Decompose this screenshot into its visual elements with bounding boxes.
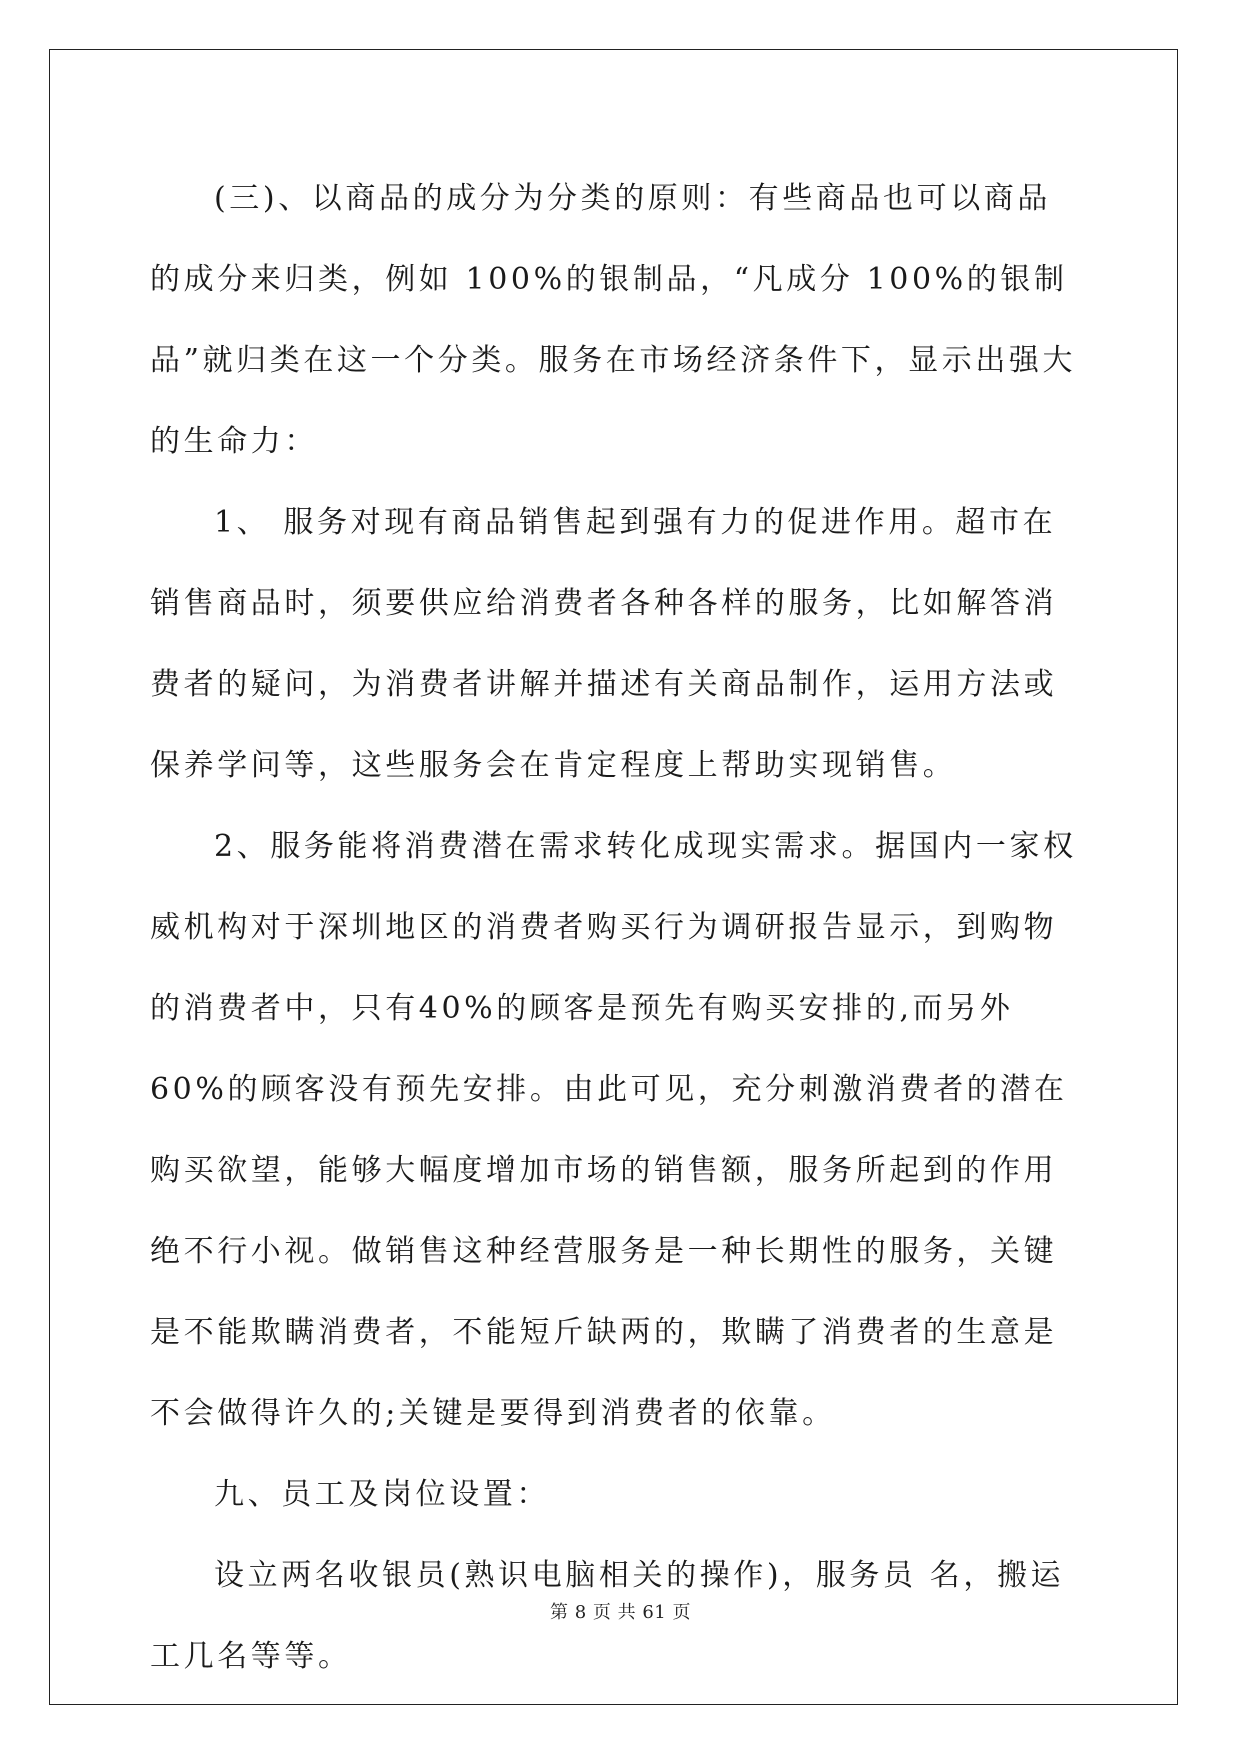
paragraph-service-promotes-sales: 1、 服务对现有商品销售起到强有力的促进作用。超市在销售商品时，须要供应给消费者各种各样的服务，比如解答消费者的疑问，为消费者讲解并描述有关商品制作，运用方法或保养学问等，这些服务会在肯定程度上帮助实现销售。	[150, 505, 1058, 783]
paragraph-staff-setup: 设立两名收银员(熟识电脑相关的操作)，服务员 名，搬运工几名等等。	[150, 1558, 1065, 1674]
page-number-footer: 第 8 页 共 61 页	[550, 1602, 691, 1623]
document-body	[150, 158, 1080, 1697]
section-heading-staff-positions: 九、员工及岗位设置：	[214, 1477, 550, 1512]
paragraph-classification-by-composition: (三)、以商品的成分为分类的原则：有些商品也可以商品的成分来归类，例如 100%的银制品，“凡成分 100%的银制品”就归类在这一个分类。服务在市场经济条件下，显示出强大的生命力：	[150, 181, 1077, 459]
paragraph-service-converts-demand: 2、服务能将消费潜在需求转化成现实需求。据国内一家权威机构对于深圳地区的消费者购买行为调研报告显示，到购物的消费者中，只有40%的顾客是预先有购买安排的,而另外60%的顾客没有预先安排。由此可见，充分刺激消费者的潜在购买欲望，能够大幅度增加市场的销售额，服务所起到的作用绝不行小视。做销售这种经营服务是一种长期性的服务，关键是不能欺瞒消费者，不能短斤缺两的，欺瞒了消费者的生意是不会做得许久的;关键是要得到消费者的依靠。	[150, 829, 1077, 1431]
